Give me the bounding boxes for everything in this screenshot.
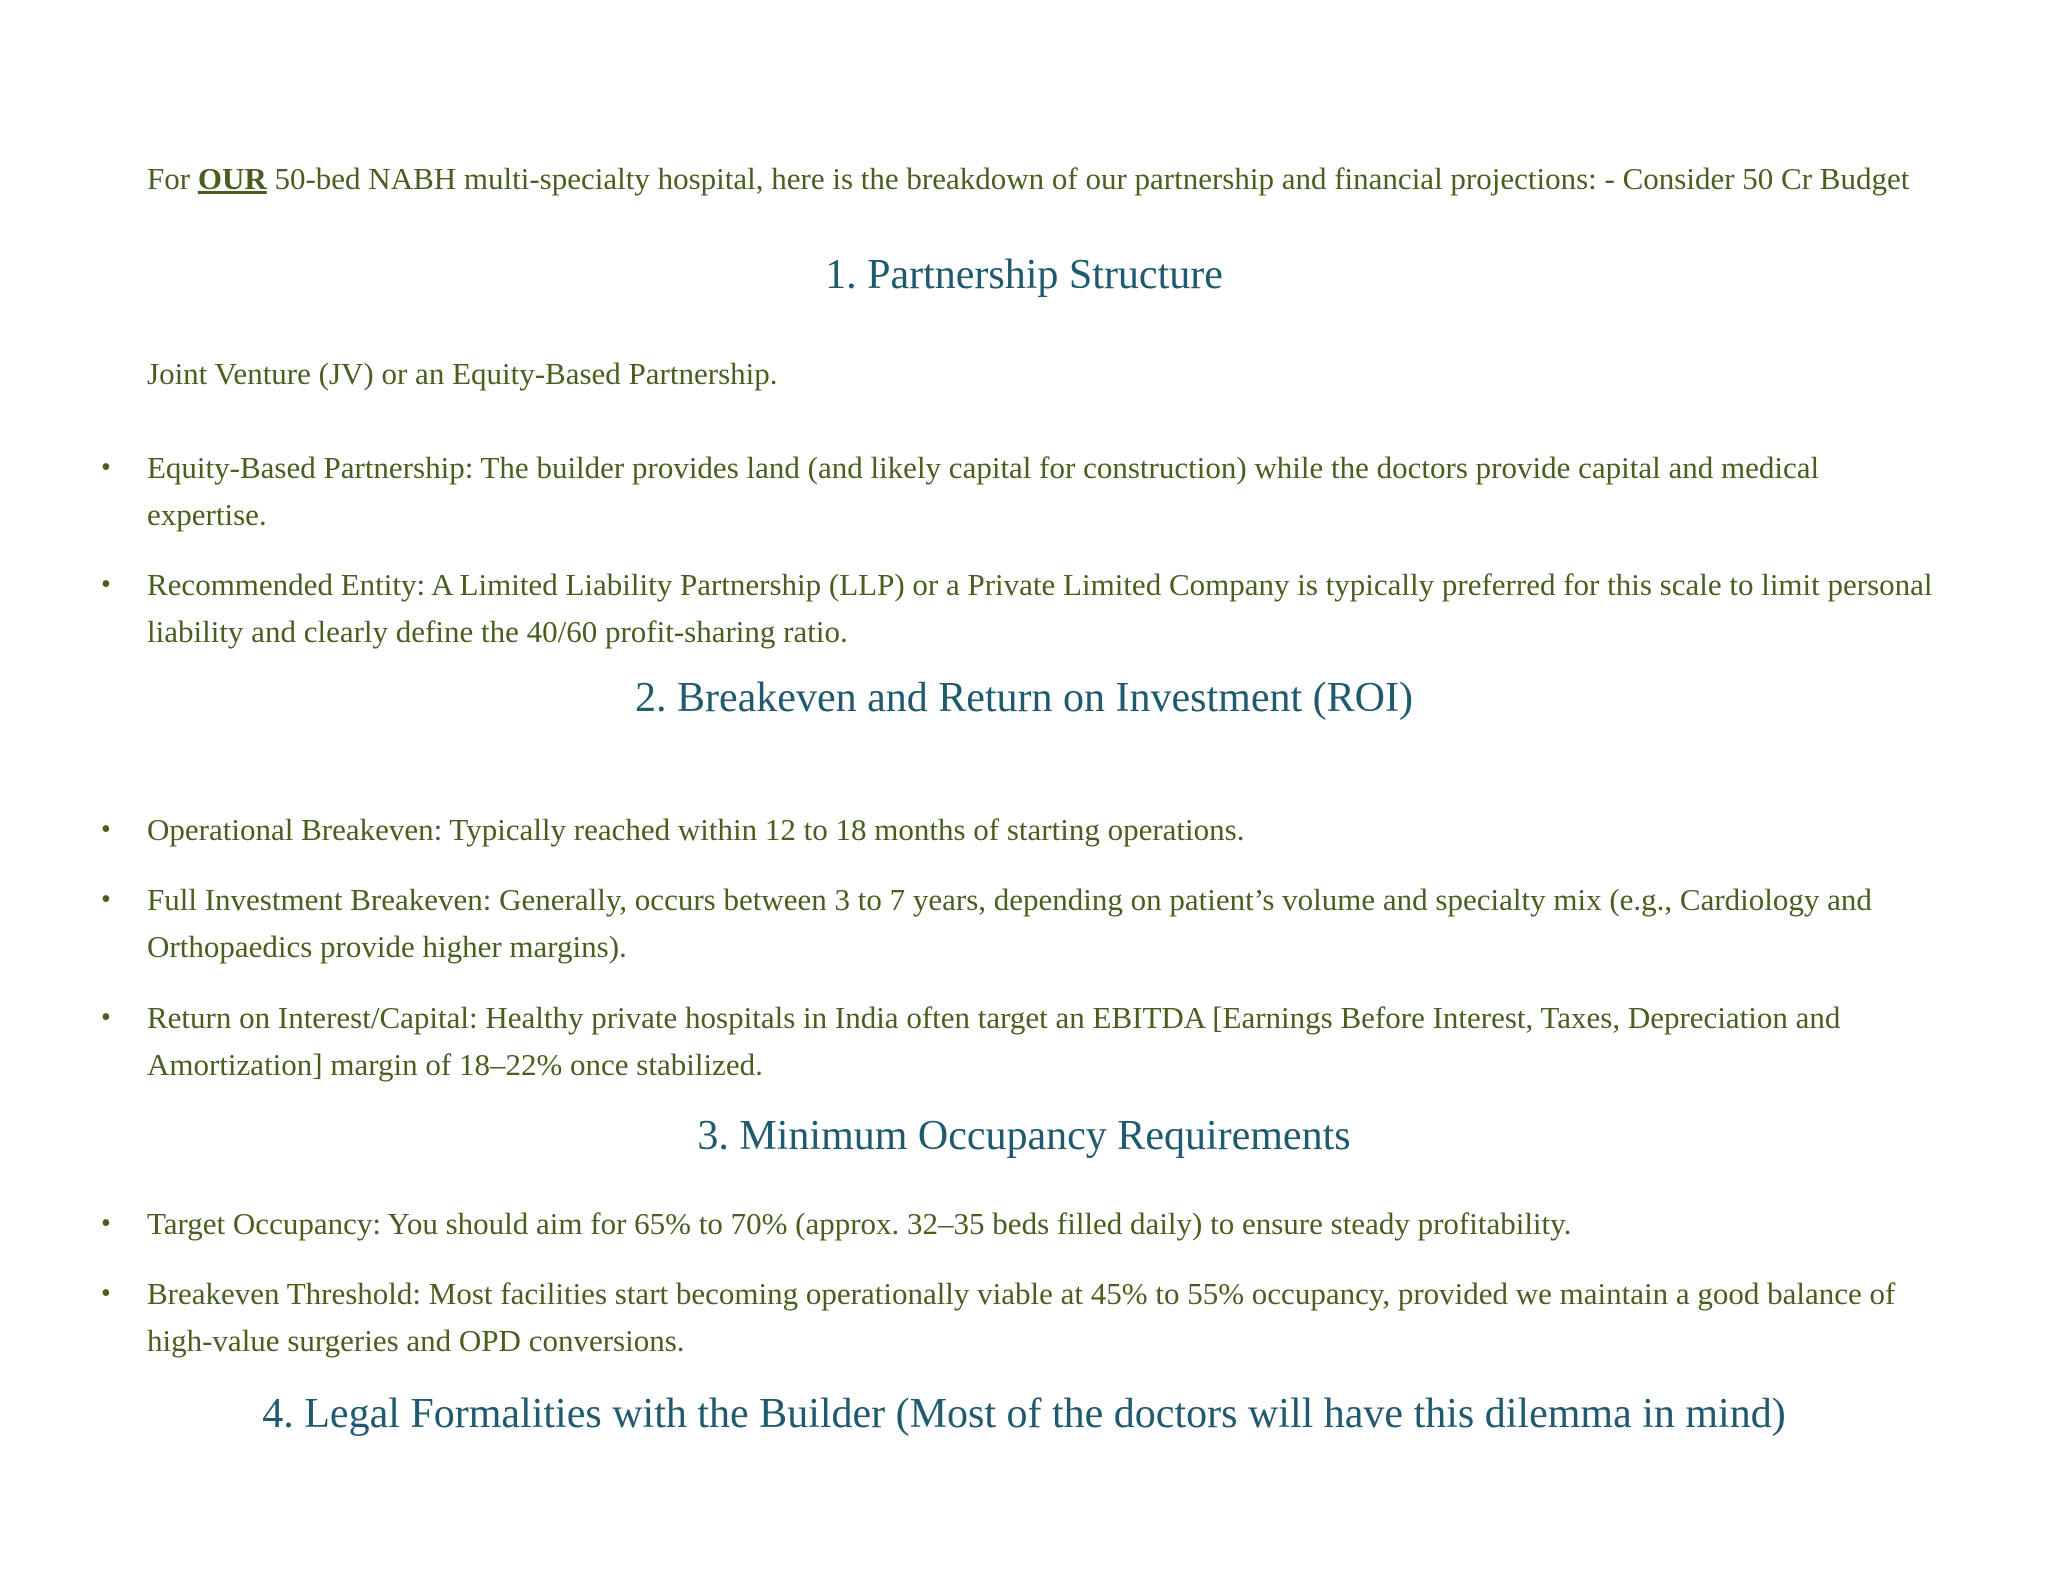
intro-paragraph xyxy=(147,155,1927,202)
bullet-icon: • xyxy=(101,884,111,915)
list-item xyxy=(101,994,1937,1088)
list-item-text: Recommended Entity: A Limited Liability Partnership (LLP) or a Private Limited Company is typically preferred for this scale to limit personal liability and clearly define the 40/60 profit-sharing ratio. xyxy=(147,567,1933,649)
list-item xyxy=(101,561,1937,655)
list-item-text: Breakeven Threshold: Most facilities start becoming operationally viable at 45% to 55% occupancy, provided we maintain a good balance of high-value surgeries and OPD conversions. xyxy=(147,1276,1896,1358)
section-heading-minimum-occupancy: 3. Minimum Occupancy Requirements xyxy=(697,1113,1351,1159)
intro-emphasis-underline xyxy=(198,161,267,196)
partnership-paragraph: Joint Venture (JV) or an Equity-Based Partnership. xyxy=(147,356,778,391)
list-item xyxy=(101,1200,1937,1247)
bullet-icon: • xyxy=(101,1208,111,1239)
list-item xyxy=(101,444,1937,538)
intro-prefix: For xyxy=(147,161,198,196)
list-item-text: Operational Breakeven: Typically reached within 12 to 18 months of starting operations. xyxy=(147,812,1245,847)
section-heading-legal-formalities: 4. Legal Formalities with the Builder (Most of the doctors will have this dilemma in mind) xyxy=(262,1391,1786,1437)
list-item xyxy=(101,876,1937,970)
list-item-text: Target Occupancy: You should aim for 65% to 70% (approx. 32–35 beds filled daily) to ensure steady profitability. xyxy=(147,1206,1572,1241)
list-item-text: Return on Interest/Capital: Healthy private hospitals in India often target an EBITDA [Earnings Before Interest, Taxes, Depreciation and Amortization] margin of 18–22% once stabilized. xyxy=(147,1000,1841,1082)
list-item-text: Equity-Based Partnership: The builder provides land (and likely capital for construction) while the doctors provide capital and medical expertise. xyxy=(147,450,1820,532)
bullet-icon: • xyxy=(101,1278,111,1309)
intro-text: 50-bed NABH multi-specialty hospital, here is the breakdown of our partnership and financial projections: - Consider 50 Cr Budget xyxy=(266,161,1910,196)
bullet-icon: • xyxy=(101,569,111,600)
list-item-text: Full Investment Breakeven: Generally, occurs between 3 to 7 years, depending on patient’s volume and specialty mix (e.g., Cardiology and Orthopaedics provide higher margins). xyxy=(147,882,1872,964)
list-item xyxy=(101,1270,1937,1364)
list-item xyxy=(101,806,1937,853)
bullet-icon: • xyxy=(101,1002,111,1033)
bullet-icon: • xyxy=(101,814,111,845)
intro-emphasis: OUR xyxy=(197,161,267,196)
section-heading-partnership-structure: 1. Partnership Structure xyxy=(825,252,1223,298)
bullet-icon: • xyxy=(101,452,111,483)
section-heading-breakeven-roi: 2. Breakeven and Return on Investment (ROI) xyxy=(635,675,1413,721)
